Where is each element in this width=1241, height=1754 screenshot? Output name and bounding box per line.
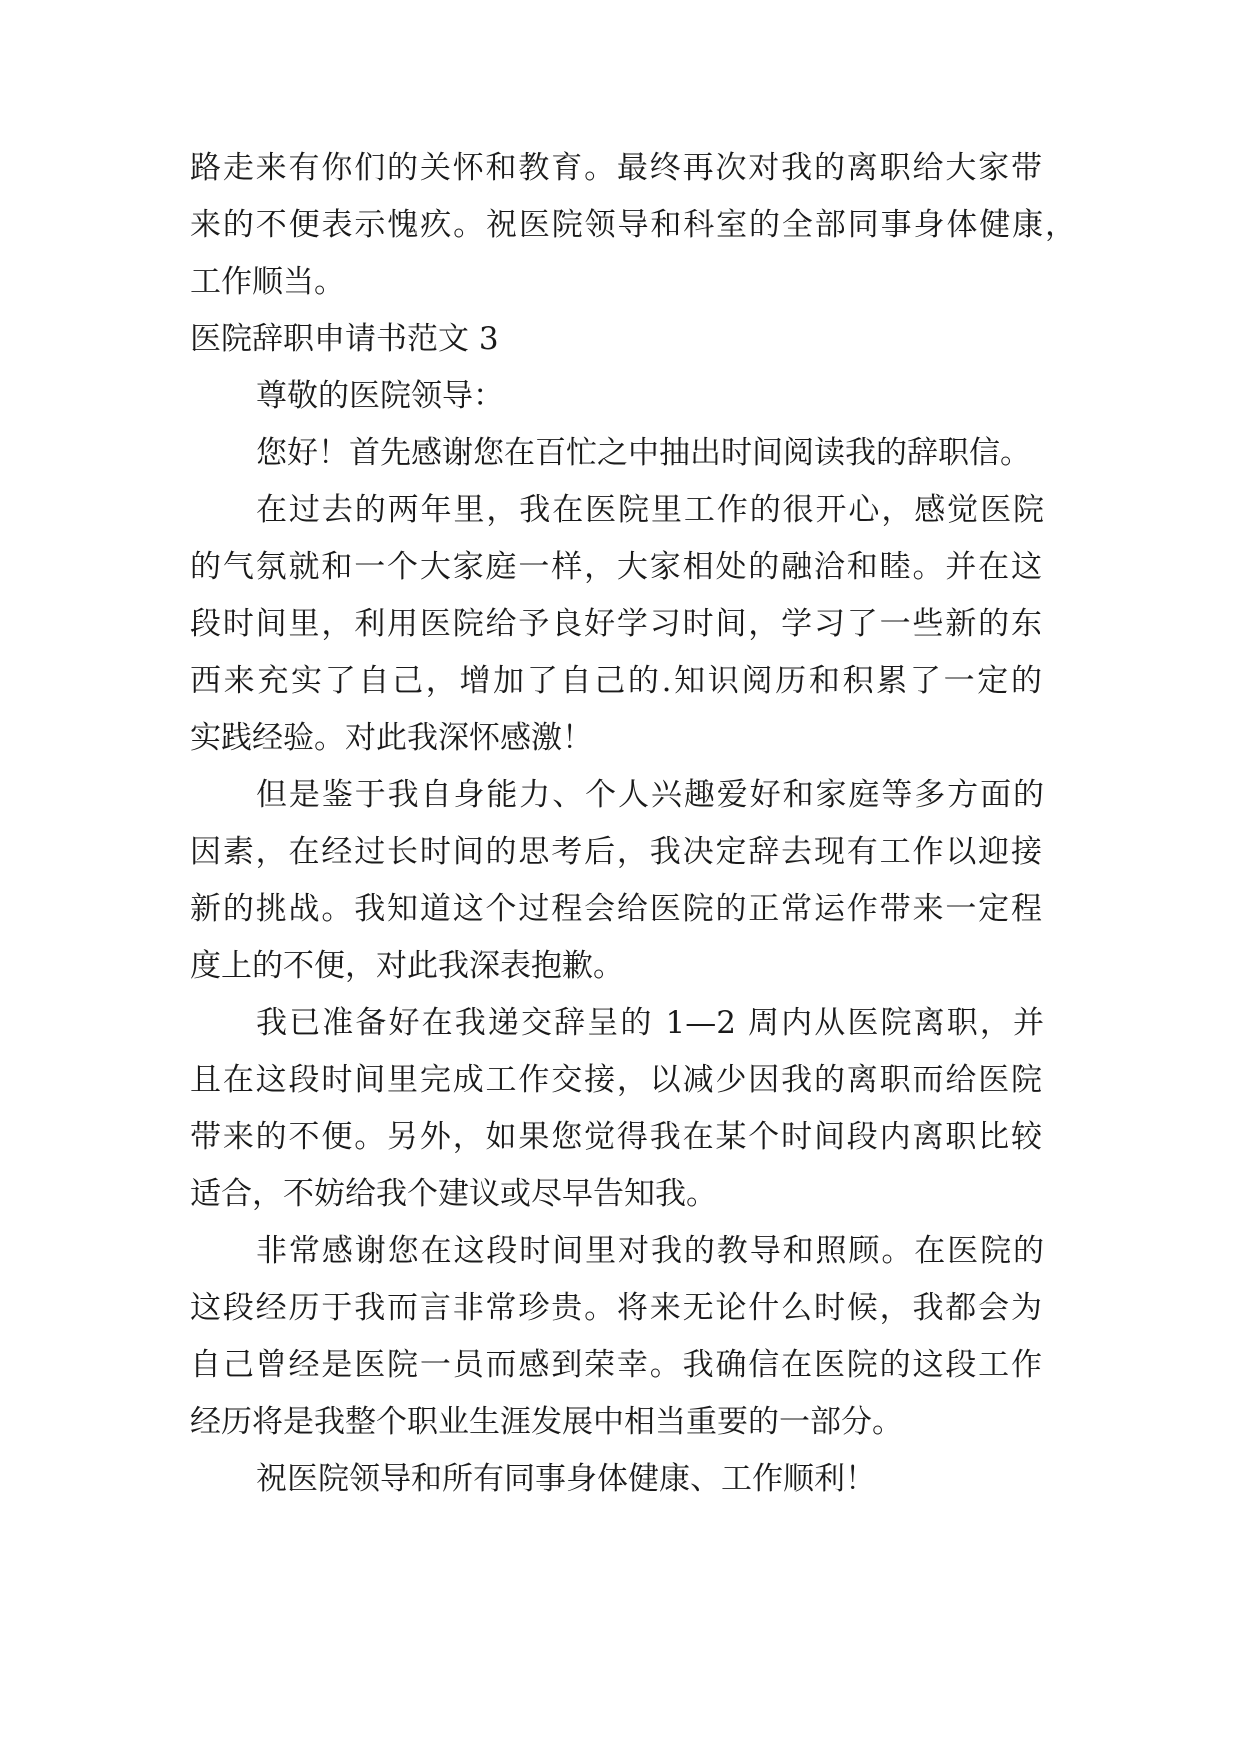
paragraph-1-line: 在过去的两年里，我在医院里工作的很开心，感觉医院 xyxy=(256,492,1044,528)
paragraph-4-line: 这段经历于我而言非常珍贵。将来无论什么时候，我都会为 xyxy=(190,1290,1042,1326)
paragraph-1-line: 的气氛就和一个大家庭一样，大家相处的融洽和睦。并在这 xyxy=(190,549,1042,585)
intro-line-1: 路走来有你们的关怀和教育。最终再次对我的离职给大家带 xyxy=(190,150,1042,186)
greeting: 您好！首先感谢您在百忙之中抽出时间阅读我的辞职信。 xyxy=(256,435,1031,471)
paragraph-3-line: 适合，不妨给我个建议或尽早告知我。 xyxy=(190,1176,717,1212)
paragraph-2-line: 度上的不便，对此我深表抱歉。 xyxy=(190,948,624,984)
paragraph-1-line: 西来充实了自己，增加了自己的.知识阅历和积累了一定的 xyxy=(190,663,1042,699)
paragraph-3-line: 我已准备好在我递交辞呈的 1—2 周内从医院离职，并 xyxy=(256,1005,1044,1041)
paragraph-4-line: 非常感谢您在这段时间里对我的教导和照顾。在医院的 xyxy=(256,1233,1044,1269)
section-title: 医院辞职申请书范文 3 xyxy=(190,321,499,357)
paragraph-4-line: 自己曾经是医院一员而感到荣幸。我确信在医院的这段工作 xyxy=(190,1347,1042,1383)
intro-line-3: 工作顺当。 xyxy=(190,264,345,300)
paragraph-3-line: 且在这段时间里完成工作交接，以减少因我的离职而给医院 xyxy=(190,1062,1042,1098)
intro-line-2: 来的不便表示愧疚。祝医院领导和科室的全部同事身体健康， xyxy=(190,207,1076,243)
paragraph-1-line: 段时间里，利用医院给予良好学习时间，学习了一些新的东 xyxy=(190,606,1042,642)
paragraph-2-line: 因素，在经过长时间的思考后，我决定辞去现有工作以迎接 xyxy=(190,834,1042,870)
paragraph-4-line: 经历将是我整个职业生涯发展中相当重要的一部分。 xyxy=(190,1404,903,1440)
closing-wish: 祝医院领导和所有同事身体健康、工作顺利！ xyxy=(256,1461,876,1497)
paragraph-1-line: 实践经验。对此我深怀感激！ xyxy=(190,720,593,756)
salutation: 尊敬的医院领导： xyxy=(256,378,504,414)
paragraph-2-line: 但是鉴于我自身能力、个人兴趣爱好和家庭等多方面的 xyxy=(256,777,1044,813)
paragraph-3-line: 带来的不便。另外，如果您觉得我在某个时间段内离职比较 xyxy=(190,1119,1042,1155)
paragraph-2-line: 新的挑战。我知道这个过程会给医院的正常运作带来一定程 xyxy=(190,891,1042,927)
